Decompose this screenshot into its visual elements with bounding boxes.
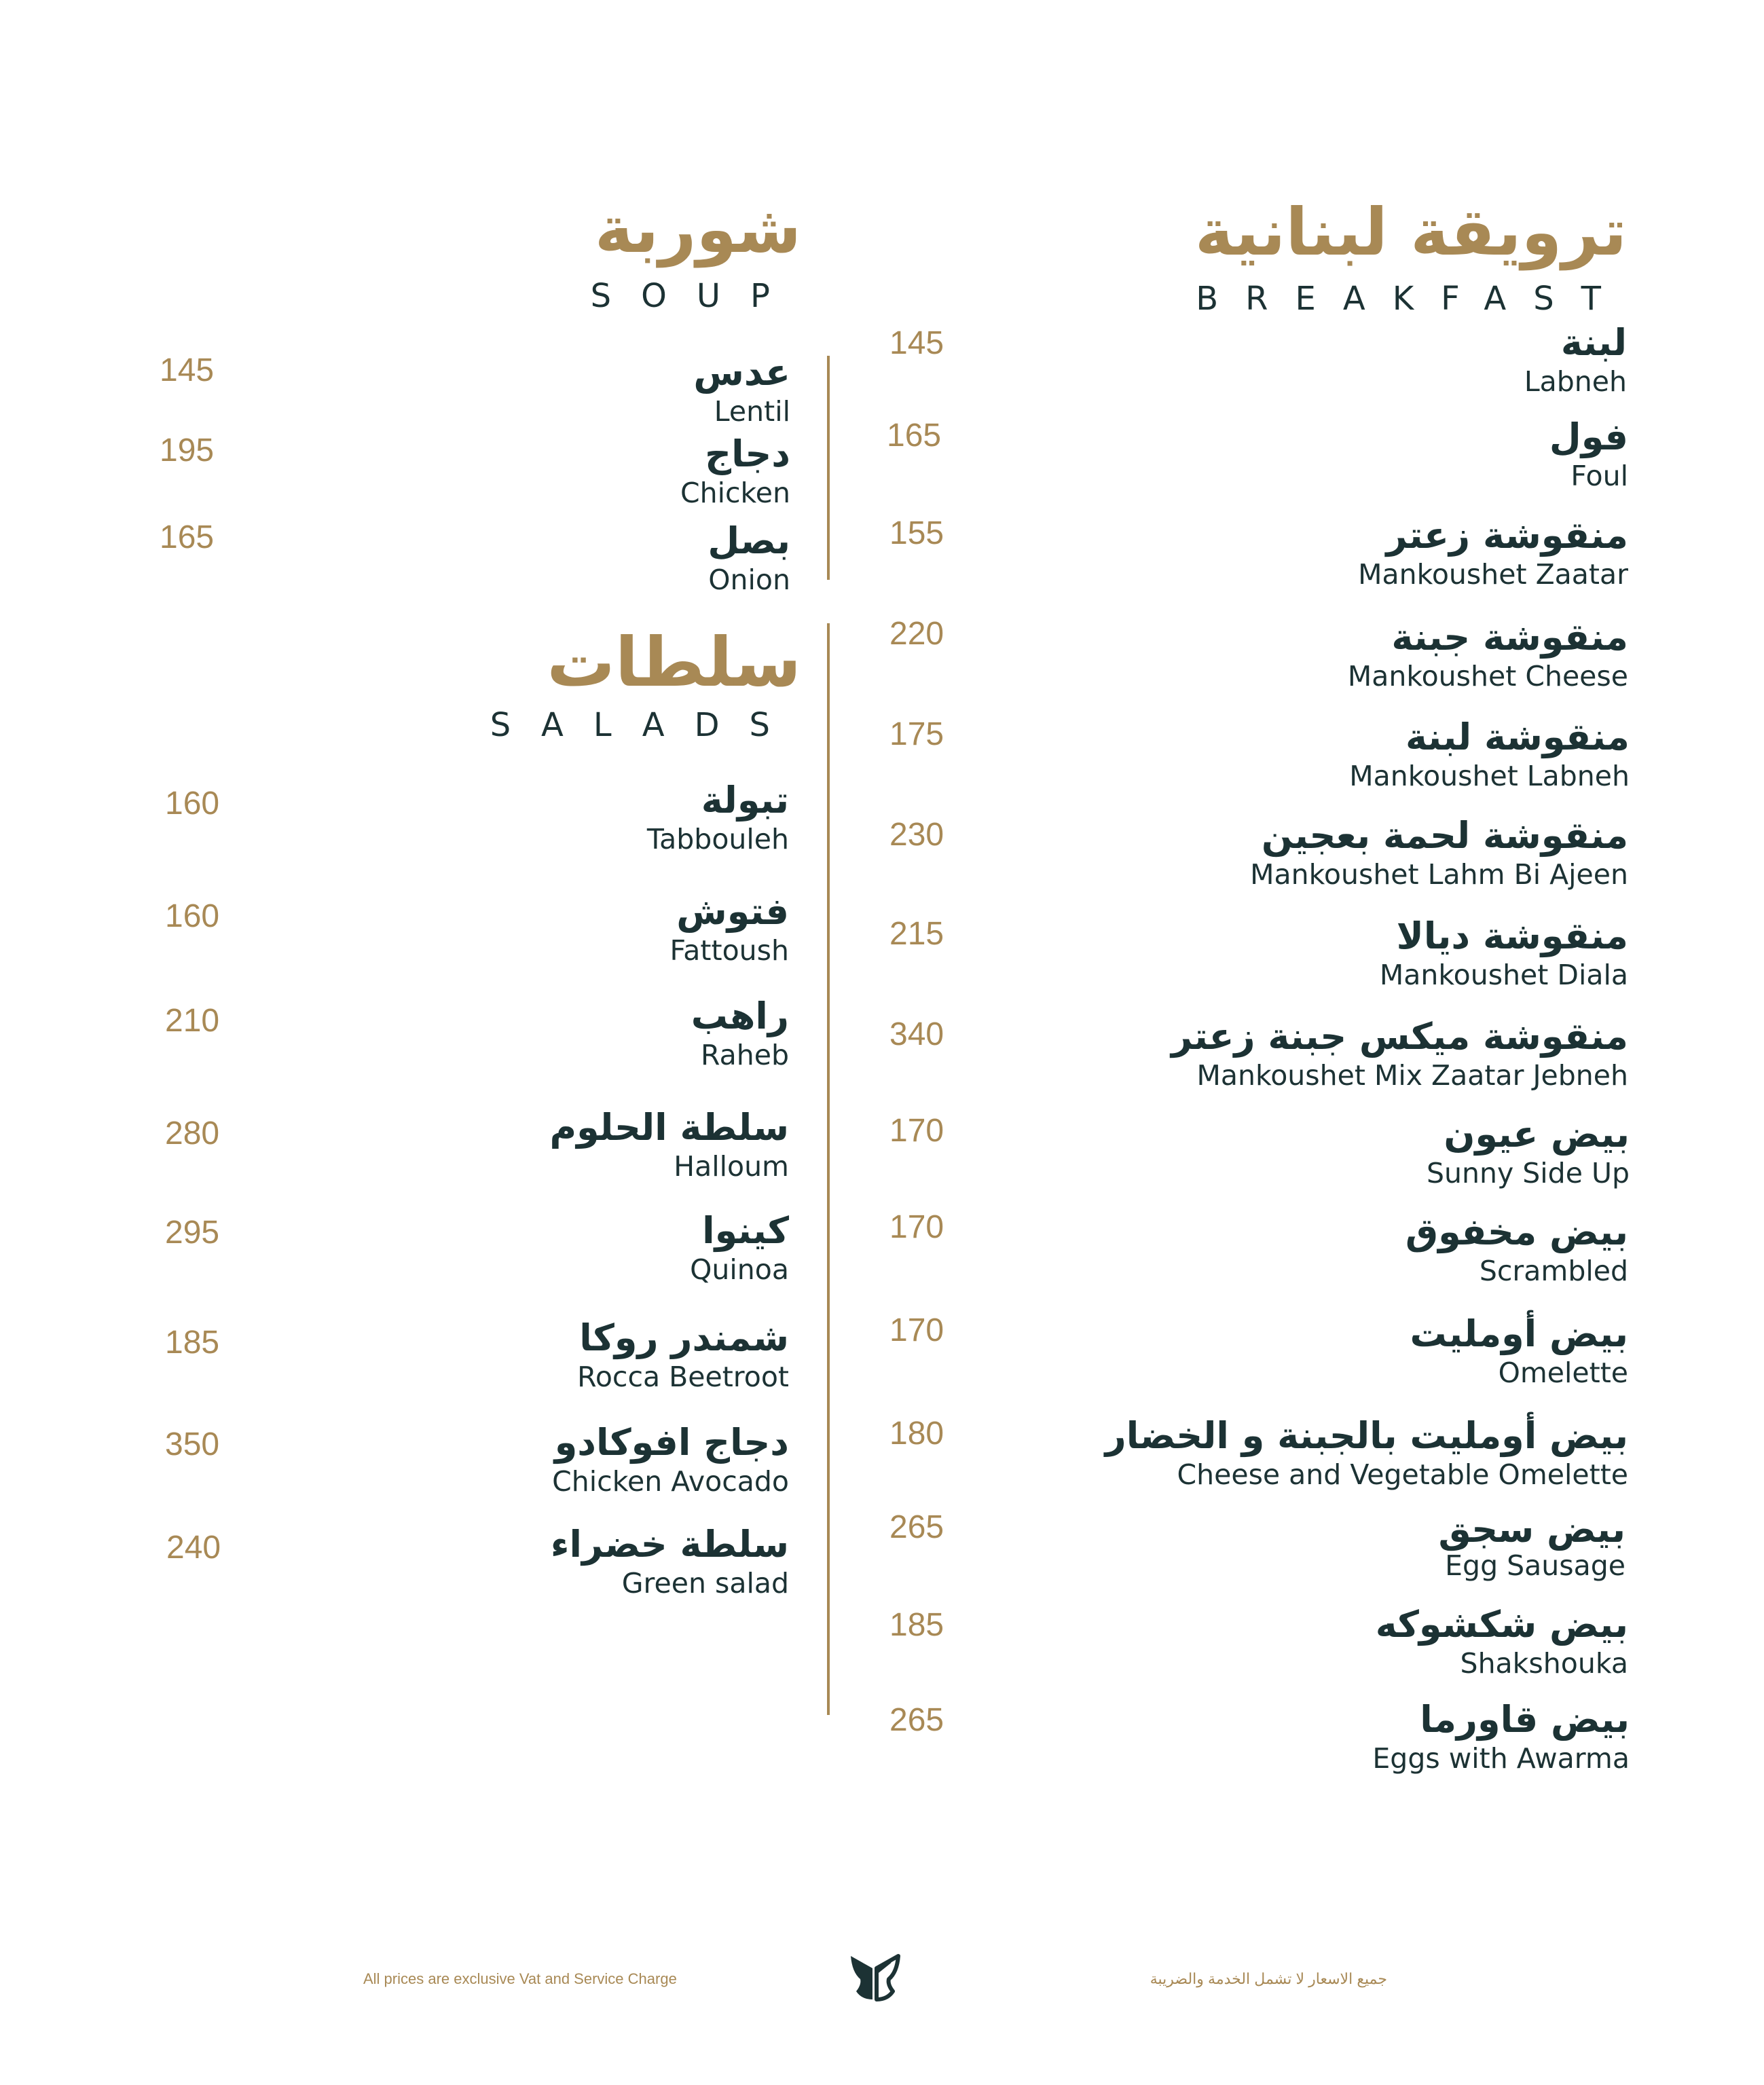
list-item: [1348, 616, 1628, 694]
list-item: [552, 1422, 789, 1499]
item-price: 220: [889, 616, 944, 652]
list-item: [690, 1210, 789, 1287]
item-name-ar: عدس: [693, 351, 790, 394]
item-price: 180: [889, 1416, 944, 1452]
list-item: [1376, 1604, 1628, 1681]
item-price: 340: [889, 1016, 944, 1052]
item-name-ar: تبولة: [701, 779, 789, 822]
item-name-en: Mankoushet Cheese: [1347, 660, 1628, 693]
item-price: 280: [165, 1115, 220, 1151]
item-name-en: Raheb: [701, 1039, 789, 1071]
item-name-en: Labneh: [1524, 365, 1627, 398]
item-name-ar: بيض عيون: [1444, 1113, 1630, 1156]
item-name-en: Rocca Beetroot: [577, 1361, 789, 1393]
item-name-en: Chicken Avocado: [552, 1465, 789, 1498]
item-name-ar: لبنة: [1560, 321, 1627, 364]
item-name-en: Mankoushet Mix Zaatar Jebneh: [1196, 1059, 1628, 1092]
item-name-ar: بيض أومليت: [1410, 1312, 1628, 1355]
list-item: [1358, 515, 1628, 592]
footer-disclaimer-ar: جميع الاسعار لا تشمل الخدمة والضريبة: [1150, 1970, 1387, 1987]
list-item: [550, 1107, 789, 1184]
list-item: [1405, 1211, 1628, 1289]
item-price: 175: [889, 716, 944, 752]
item-price: 265: [889, 1702, 944, 1738]
item-name-en: Shakshouka: [1460, 1647, 1628, 1680]
item-name-en: Onion: [708, 564, 790, 596]
list-item: [1427, 1113, 1630, 1191]
item-name-ar: منقوشة زعتر: [1386, 514, 1628, 557]
item-name-en: Chicken: [680, 477, 790, 509]
item-name-ar: دجاج: [705, 432, 790, 475]
item-name-en: Tabbouleh: [646, 823, 789, 855]
item-name-ar: بيض سجق: [1438, 1508, 1625, 1551]
list-item: [577, 1317, 789, 1395]
item-name-ar: كينوا: [702, 1209, 789, 1252]
item-name-en: Mankoushet Zaatar: [1358, 558, 1628, 591]
list-item: [693, 352, 790, 429]
item-name-ar: سلطة خضراء: [550, 1523, 789, 1566]
item-name-ar: بصل: [708, 519, 790, 562]
item-name-en: Mankoushet Labneh: [1349, 760, 1630, 792]
salads-title-en: SALADS: [490, 706, 800, 744]
list-item: [680, 433, 790, 511]
item-price: 170: [889, 1209, 944, 1245]
item-name-ar: منقوشة ديالا: [1396, 915, 1628, 957]
item-name-ar: فتوش: [676, 890, 789, 933]
item-name-ar: شمندر روكا: [579, 1316, 789, 1359]
butterfly-logo-icon: [847, 1952, 902, 2008]
item-name-en: Lentil: [714, 395, 790, 428]
item-name-en: Scrambled: [1479, 1255, 1628, 1287]
list-item: [1372, 1699, 1630, 1776]
item-name-ar: بيض مخفوق: [1405, 1211, 1628, 1253]
item-name-ar: فول: [1549, 416, 1628, 458]
item-name-ar: منقوشة جبنة: [1391, 616, 1628, 659]
item-price: 185: [889, 1607, 944, 1643]
list-item: [1171, 1016, 1628, 1093]
item-price: 165: [887, 418, 942, 454]
list-item: [1549, 416, 1628, 494]
item-name-en: Cheese and Vegetable Omelette: [1177, 1458, 1628, 1491]
item-price: 185: [165, 1325, 220, 1361]
item-name-en: Omelette: [1498, 1357, 1628, 1389]
item-price: 155: [889, 515, 944, 551]
item-name-en: Halloum: [674, 1150, 789, 1183]
item-price: 195: [160, 432, 215, 468]
breakfast-title-ar: ترويقة لبنانية: [1194, 194, 1627, 270]
list-item: [551, 1524, 789, 1601]
item-name-ar: سلطة الحلوم: [549, 1106, 789, 1149]
item-price: 160: [165, 898, 220, 934]
footer-disclaimer-en: All prices are exclusive Vat and Service Charge: [363, 1970, 677, 1987]
soup-title-ar: شوربة: [594, 191, 801, 267]
item-price: 145: [160, 352, 215, 388]
salads-title-ar: سلطات: [547, 623, 801, 702]
item-price: 170: [889, 1113, 944, 1149]
list-item: [691, 995, 789, 1073]
item-name-en: Mankoushet Lahm Bi Ajeen: [1250, 858, 1628, 891]
item-name-en: Foul: [1570, 460, 1628, 492]
list-item: [708, 520, 790, 597]
salads-divider: [827, 623, 830, 1715]
item-price: 160: [165, 786, 220, 822]
item-price: 170: [889, 1312, 944, 1348]
item-price: 265: [889, 1509, 944, 1545]
item-name-en: Sunny Side Up: [1426, 1157, 1630, 1189]
item-name-en: Fattoush: [669, 934, 789, 967]
item-name-en: Egg Sausage: [1445, 1549, 1625, 1582]
item-name-ar: منقوشة لبنة: [1405, 716, 1630, 758]
breakfast-title-en: BREAKFAST: [1196, 280, 1628, 318]
list-item: [647, 779, 789, 857]
item-name-ar: منقوشة لحمة بعجين: [1261, 814, 1628, 857]
list-item: [1439, 1509, 1625, 1581]
item-price: 240: [166, 1530, 221, 1566]
item-name-en: Eggs with Awarma: [1372, 1742, 1630, 1775]
item-name-en: Green salad: [621, 1567, 789, 1600]
item-price: 210: [165, 1003, 220, 1039]
item-name-ar: بيض قاورما: [1420, 1698, 1630, 1741]
item-name-ar: منقوشة ميكس جبنة زعتر: [1171, 1015, 1628, 1058]
item-name-ar: دجاج افوكادو: [554, 1421, 789, 1464]
item-price: 145: [889, 325, 944, 361]
soup-divider: [827, 356, 830, 580]
list-item: [1250, 815, 1628, 892]
item-name-ar: بيض شكشوكه: [1375, 1603, 1628, 1646]
list-item: [1380, 915, 1628, 993]
item-price: 230: [889, 817, 944, 853]
item-name-ar: بيض أومليت بالجبنة و الخضار: [1105, 1414, 1628, 1457]
list-item: [1105, 1415, 1628, 1492]
list-item: [1410, 1313, 1628, 1390]
item-name-ar: راهب: [691, 995, 789, 1037]
item-price: 215: [889, 916, 944, 952]
soup-title-en: SOUP: [590, 277, 800, 315]
item-price: 295: [165, 1215, 220, 1251]
list-item: [669, 891, 789, 968]
item-name-en: Quinoa: [690, 1253, 789, 1286]
item-price: 350: [165, 1426, 220, 1462]
item-price: 165: [160, 519, 215, 555]
list-item: [1349, 716, 1630, 794]
item-name-en: Mankoushet Diala: [1379, 959, 1628, 991]
list-item: [1524, 322, 1627, 399]
